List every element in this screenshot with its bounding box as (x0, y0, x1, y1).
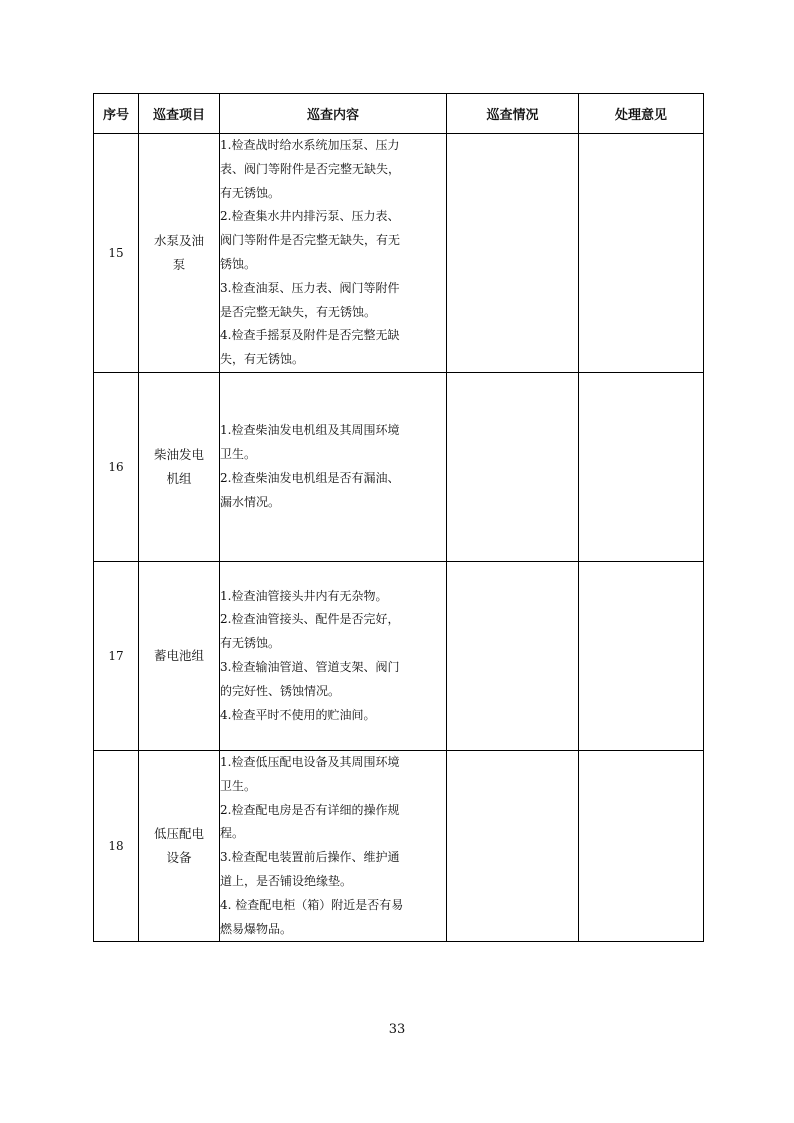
row-serial: 17 (94, 561, 139, 750)
row-opinion-cell (579, 750, 704, 941)
row-serial: 18 (94, 750, 139, 941)
row-item (139, 372, 220, 561)
content-line: 4. 检查配电柜（箱）附近是否有易 (220, 897, 404, 912)
header-opinion: 处理意见 (579, 94, 704, 134)
content-line: 有无锈蚀。 (220, 185, 281, 200)
row-content (220, 372, 447, 561)
row-serial: 15 (94, 134, 139, 373)
row-item (139, 750, 220, 941)
row-status-cell (447, 134, 579, 373)
table-row (94, 561, 704, 750)
content-line: 2.检查集水井内排污泵、压力表、 (220, 209, 400, 224)
header-row (94, 94, 704, 134)
item-line: 水泵及油 (153, 232, 204, 248)
item-line: 泵 (172, 256, 186, 272)
content-line: 有无锈蚀。 (220, 636, 281, 651)
row-status-cell (447, 372, 579, 561)
content-line: 2.检查柴油发电机组是否有漏油、 (220, 470, 400, 485)
content-line: 1.检查油管接头井内有无杂物。 (220, 588, 388, 603)
inspection-table (93, 93, 704, 942)
content-line: 3.检查配电装置前后操作、维护通 (220, 850, 400, 865)
content-line: 道上，是否铺设绝缘垫。 (220, 873, 353, 888)
item-line: 设备 (166, 850, 192, 866)
row-status-cell (447, 750, 579, 941)
item-line: 柴油发电 (153, 446, 204, 462)
row-status-cell (447, 561, 579, 750)
content-line: 的完好性、锈蚀情况。 (220, 683, 341, 698)
content-line: 2.检查油管接头、配件是否完好， (220, 612, 400, 627)
content-line: 1.检查低压配电设备及其周围环境 (220, 754, 400, 769)
content-line: 1.检查战时给水系统加压泵、压力 (220, 138, 400, 152)
content-line: 2.检查配电房是否有详细的操作规 (220, 802, 400, 817)
row-content (220, 750, 447, 941)
row-item (139, 561, 220, 750)
table-row (94, 750, 704, 941)
content-line: 锈蚀。 (220, 256, 257, 271)
header-status: 巡查情况 (447, 94, 579, 134)
content-line: 阀门等附件是否完整无缺失，有无 (220, 233, 401, 248)
row-item (139, 134, 220, 373)
content-line: 漏水情况。 (220, 494, 281, 509)
content-line: 是否完整无缺失，有无锈蚀。 (220, 304, 377, 319)
header-item: 巡查项目 (139, 94, 220, 134)
table-row (94, 372, 704, 561)
item-line: 机组 (166, 470, 192, 486)
row-content (220, 134, 447, 373)
header-serial: 序号 (94, 94, 139, 134)
content-line: 3.检查输油管道、管道支架、阀门 (220, 659, 400, 674)
content-line: 1.检查柴油发电机组及其周围环境 (220, 423, 400, 438)
table-row (94, 134, 704, 373)
content-line: 程。 (220, 826, 245, 841)
row-opinion-cell (579, 372, 704, 561)
header-content: 巡查内容 (220, 94, 447, 134)
page-number: 33 (388, 1022, 406, 1037)
item-line: 蓄电池组 (153, 647, 204, 663)
row-opinion-cell (579, 134, 704, 373)
row-content (220, 561, 447, 750)
item-line: 低压配电 (153, 826, 204, 842)
content-line: 卫生。 (220, 447, 257, 462)
content-line: 表、阀门等附件是否完整无缺失， (220, 161, 401, 176)
row-opinion-cell (579, 561, 704, 750)
content-line: 4.检查手摇泵及附件是否完整无缺 (220, 328, 400, 343)
row-serial: 16 (94, 372, 139, 561)
content-line: 燃易爆物品。 (220, 921, 293, 936)
content-line: 3.检查油泵、压力表、阀门等附件 (220, 280, 400, 295)
content-line: 4.检查平时不使用的贮油间。 (220, 707, 376, 722)
content-line: 卫生。 (220, 778, 257, 793)
content-line: 失，有无锈蚀。 (220, 352, 305, 367)
